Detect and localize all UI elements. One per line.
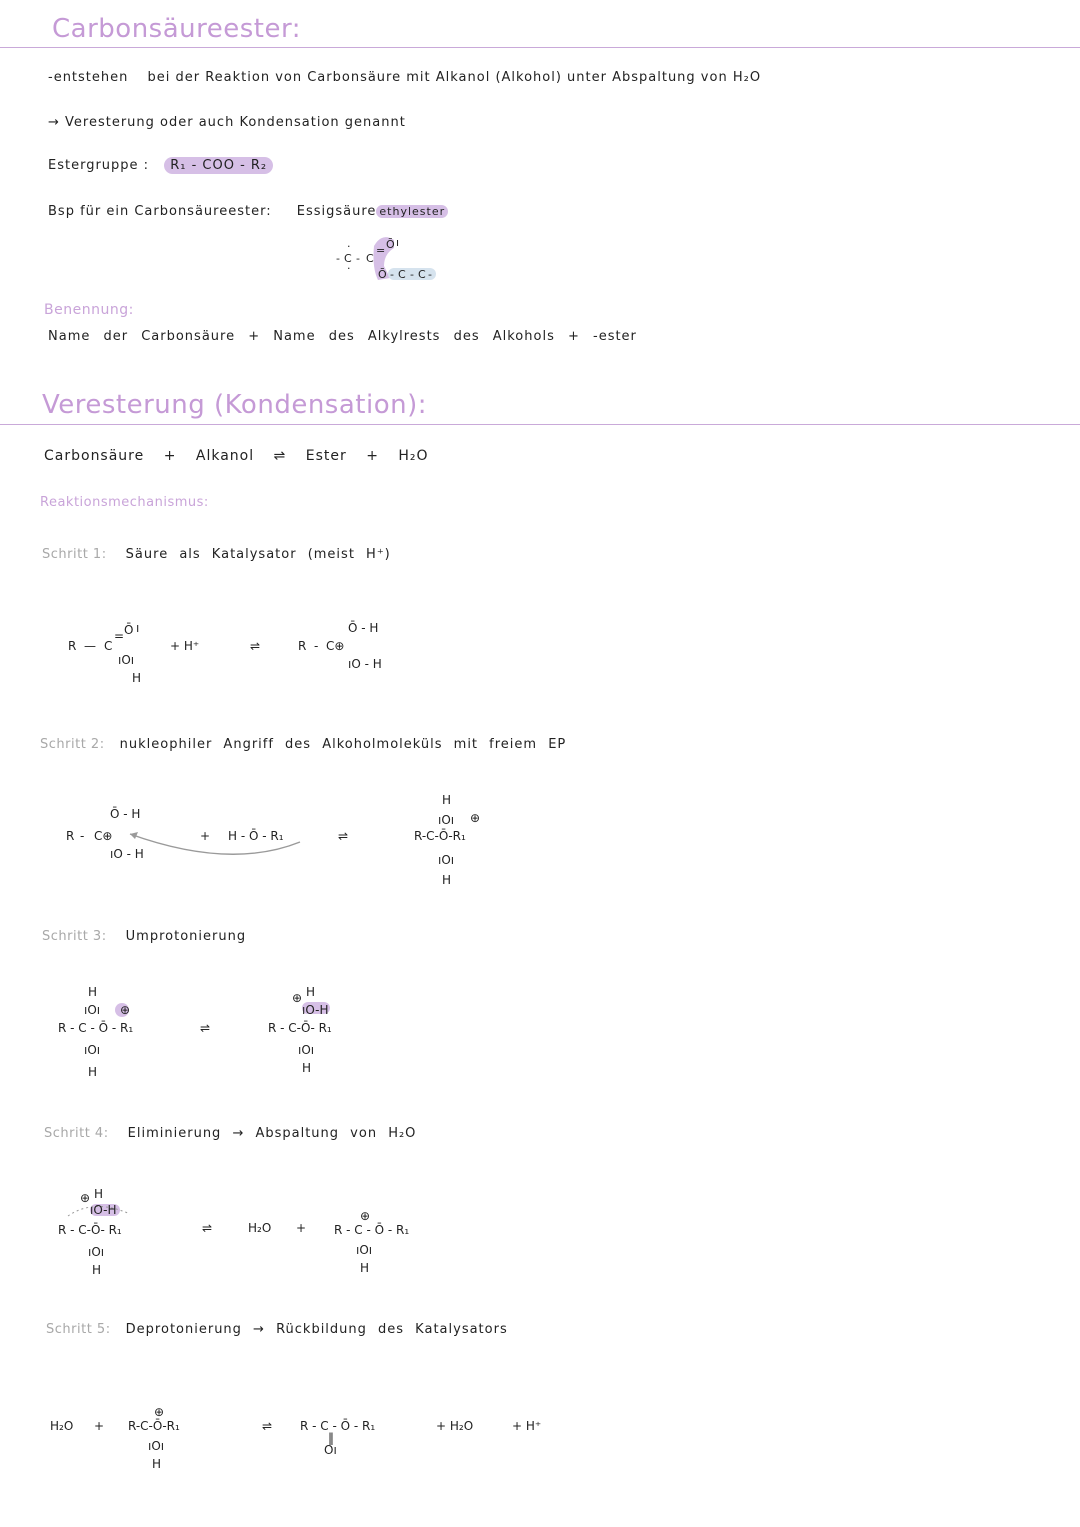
section-title-veresterung: Veresterung (Kondensation): — [42, 390, 427, 420]
svg-text:R: R — [298, 639, 307, 653]
reaction-equation: Carbonsäure + Alkanol ⇌ Ester + H₂O — [44, 448, 429, 464]
svg-text:⊕: ⊕ — [470, 811, 481, 825]
estergruppe-line — [48, 158, 273, 173]
svg-text:ıOı: ıOı — [88, 1245, 105, 1259]
step-5-label: Schritt 5: — [46, 1322, 111, 1337]
svg-text:C: C — [366, 252, 374, 265]
svg-text:R-C-Ō-R₁: R-C-Ō-R₁ — [128, 1419, 180, 1433]
svg-text:ıOı: ıOı — [438, 813, 455, 827]
step-1-text: Säure als Katalysator (meist H⁺) — [125, 547, 391, 562]
svg-text:+: + — [200, 829, 211, 843]
svg-text:Ō: Ō — [378, 268, 387, 281]
heading-rule — [0, 47, 1080, 48]
svg-text:C: C — [418, 268, 426, 281]
benennung-text: Name der Carbonsäure + Name des Alkylrests des Alkohols + -ester — [48, 329, 637, 344]
svg-text:·: · — [347, 240, 351, 253]
step-2-header — [40, 733, 566, 752]
step-1-header — [42, 543, 391, 562]
svg-text:⇌: ⇌ — [262, 1419, 273, 1433]
svg-text:H: H — [360, 1261, 370, 1275]
svg-text:H: H — [152, 1457, 162, 1471]
svg-text:R: R — [66, 829, 75, 843]
svg-text:+ H⁺: + H⁺ — [512, 1419, 542, 1433]
svg-text:H₂O: H₂O — [50, 1419, 74, 1433]
svg-text:ıOı: ıOı — [298, 1043, 315, 1057]
svg-text:H - Ō - R₁: H - Ō - R₁ — [228, 829, 284, 843]
svg-text:=: = — [376, 244, 386, 257]
svg-text:R - C - Ō - R₁: R - C - Ō - R₁ — [58, 1021, 134, 1035]
step-3-label: Schritt 3: — [42, 929, 107, 944]
svg-text:·: · — [347, 262, 351, 275]
svg-text:Oı: Oı — [324, 1443, 337, 1457]
svg-text:⇌: ⇌ — [200, 1021, 211, 1035]
svg-text:H: H — [306, 985, 316, 999]
svg-text:C: C — [344, 252, 352, 265]
svg-text:H: H — [302, 1061, 312, 1075]
svg-text:⊕: ⊕ — [120, 1003, 131, 1017]
svg-text:⇌: ⇌ — [250, 639, 261, 653]
mechanism-label: Reaktionsmechanismus: — [40, 495, 209, 510]
svg-text:ıO-H: ıO-H — [302, 1003, 329, 1017]
svg-text:H: H — [94, 1187, 104, 1201]
svg-text:ıOı: ıOı — [356, 1243, 373, 1257]
svg-text:R - C-Ō- R₁: R - C-Ō- R₁ — [268, 1021, 332, 1035]
svg-text:⊕: ⊕ — [360, 1209, 371, 1223]
benennung-label: Benennung: — [44, 302, 134, 318]
step-2-mechanism — [60, 790, 540, 890]
svg-text:H: H — [442, 873, 452, 887]
heading-rule-2 — [0, 424, 1080, 425]
svg-text:+ H₂O: + H₂O — [436, 1419, 474, 1433]
svg-text:R - C - Ō - R₁: R - C - Ō - R₁ — [334, 1223, 410, 1237]
svg-text:H: H — [92, 1263, 102, 1277]
svg-text:Ō: Ō — [124, 623, 134, 637]
example-label: Bsp für ein Carbonsäureester: — [48, 204, 272, 219]
svg-text:H: H — [442, 793, 452, 807]
step-4-header — [44, 1122, 416, 1141]
svg-text:-: - — [356, 252, 360, 265]
svg-text:—: — — [84, 639, 96, 653]
svg-text:ıOı: ıOı — [118, 653, 135, 667]
estergruppe-label: Estergruppe : — [48, 158, 150, 173]
svg-text:⊕: ⊕ — [292, 991, 303, 1005]
svg-text:⊕: ⊕ — [80, 1191, 91, 1205]
step-5-header — [46, 1318, 508, 1337]
step-2-label: Schritt 2: — [40, 737, 105, 752]
svg-text:ıO - H: ıO - H — [348, 657, 382, 671]
svg-text:-: - — [390, 268, 394, 281]
step-5-text: Deprotonierung → Rückbildung des Katalysators — [125, 1322, 508, 1337]
example-name-b: ethylester — [376, 205, 448, 218]
svg-text:C⊕: C⊕ — [94, 829, 113, 843]
svg-text:+: + — [94, 1419, 105, 1433]
svg-text:-: - — [336, 252, 340, 265]
svg-text:Ō - H: Ō - H — [348, 621, 379, 635]
svg-text:ıOı: ıOı — [84, 1003, 101, 1017]
svg-text:-: - — [80, 829, 85, 843]
ethyl-acetate-structure — [330, 232, 450, 284]
svg-text:ıOı: ıOı — [148, 1439, 165, 1453]
step-3-text: Umprotonierung — [125, 929, 247, 944]
svg-text:ıOı: ıOı — [438, 853, 455, 867]
svg-text:⊕: ⊕ — [154, 1405, 165, 1419]
step-2-text: nukleophiler Angriff des Alkoholmoleküls mit freiem EP — [119, 737, 567, 752]
text-veresterung-note: → Veresterung oder auch Kondensation genannt — [48, 115, 406, 130]
svg-text:-: - — [314, 639, 319, 653]
svg-text:Ō: Ō — [386, 238, 395, 251]
svg-text:H: H — [132, 671, 142, 685]
svg-text:Ō - H: Ō - H — [110, 807, 141, 821]
svg-text:ıOı: ıOı — [84, 1043, 101, 1057]
svg-text:R-C-Ō-R₁: R-C-Ō-R₁ — [414, 829, 466, 843]
svg-text:R - C-Ō- R₁: R - C-Ō- R₁ — [58, 1223, 122, 1237]
svg-text:-: - — [410, 268, 414, 281]
example-name-a: Essigsäure — [296, 204, 377, 219]
svg-text:H: H — [88, 1065, 98, 1079]
step-5-mechanism — [48, 1400, 588, 1480]
svg-text:H₂O: H₂O — [248, 1221, 272, 1235]
svg-text:-: - — [428, 268, 432, 281]
step-4-label: Schritt 4: — [44, 1126, 109, 1141]
svg-text:ıO - H: ıO - H — [110, 847, 144, 861]
svg-text:C: C — [398, 268, 406, 281]
svg-text:ı: ı — [136, 621, 140, 635]
text-entstehen-dash: -entstehen — [48, 70, 129, 85]
text-entstehen — [48, 70, 761, 85]
svg-text:ıO-H: ıO-H — [90, 1203, 117, 1217]
text-entstehen-rest: bei der Reaktion von Carbonsäure mit Alkanol (Alkohol) unter Abspaltung von H₂O — [147, 70, 762, 85]
svg-text:+: + — [296, 1221, 307, 1235]
svg-text:=: = — [114, 629, 125, 643]
svg-text:‖: ‖ — [328, 1431, 334, 1445]
svg-text:⇌: ⇌ — [338, 829, 349, 843]
step-4-mechanism — [54, 1186, 474, 1282]
svg-text:H: H — [88, 985, 98, 999]
svg-text:R: R — [68, 639, 77, 653]
svg-text:C: C — [104, 639, 113, 653]
svg-text:+ H⁺: + H⁺ — [170, 639, 200, 653]
svg-text:R - C - Ō - R₁: R - C - Ō - R₁ — [300, 1419, 376, 1433]
svg-text:ı: ı — [396, 236, 400, 249]
step-1-mechanism — [60, 612, 400, 692]
estergruppe-formula: R₁ - COO - R₂ — [164, 157, 273, 174]
step-1-label: Schritt 1: — [42, 547, 107, 562]
svg-text:C⊕: C⊕ — [326, 639, 345, 653]
example-line — [48, 204, 448, 219]
section-title-carbonsaeureester: Carbonsäureester: — [52, 14, 301, 44]
step-3-header — [42, 925, 246, 944]
svg-text:⇌: ⇌ — [202, 1221, 213, 1235]
step-3-mechanism — [54, 982, 394, 1082]
step-4-text: Eliminierung → Abspaltung von H₂O — [127, 1126, 417, 1141]
